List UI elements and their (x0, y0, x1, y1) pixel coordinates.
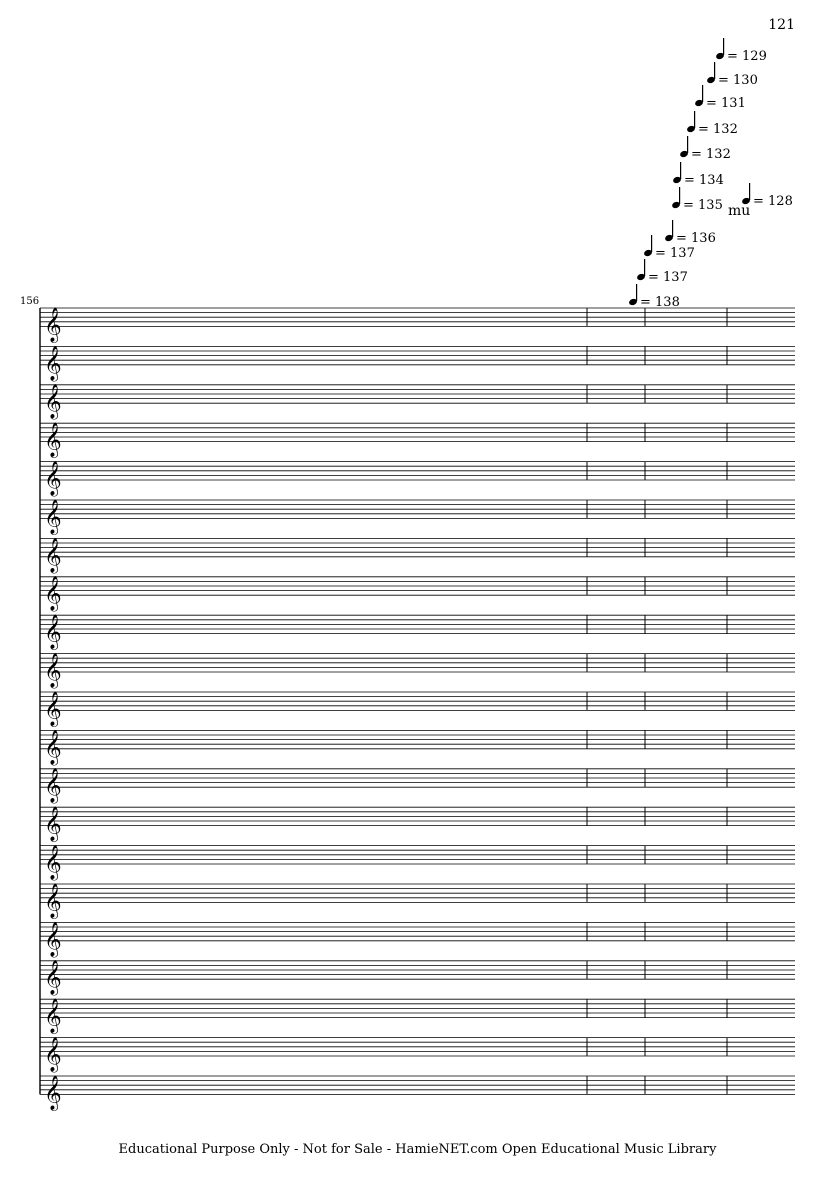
treble-clef-icon: 𝄞 (44, 768, 62, 804)
tempo-mark (706, 62, 758, 88)
staff (40, 999, 795, 1035)
treble-clef-icon: 𝄞 (44, 307, 62, 343)
staff (40, 768, 795, 804)
tempo-value: = 131 (706, 96, 746, 111)
staff (40, 346, 795, 382)
tempo-mark (672, 162, 724, 188)
tempo-mark (686, 111, 738, 137)
footer-text: Educational Purpose Only - Not for Sale - HamieNET.com Open Educational Music Library (118, 1142, 717, 1157)
treble-clef-icon: 𝄞 (44, 845, 62, 880)
staff (40, 1037, 795, 1073)
treble-clef-icon: 𝄞 (44, 422, 62, 458)
treble-clef-icon: 𝄞 (44, 1037, 62, 1072)
treble-clef-icon: 𝄞 (44, 537, 62, 573)
staff-system (40, 307, 795, 1111)
treble-clef-icon: 𝄞 (44, 883, 62, 919)
tempo-value: = 138 (640, 295, 680, 310)
tempo-mark (715, 38, 767, 64)
treble-clef-icon: 𝄞 (44, 729, 62, 765)
staff (40, 1075, 795, 1111)
annotation-text: mu (728, 203, 751, 219)
tempo-value: = 136 (676, 231, 716, 246)
treble-clef-icon: 𝄞 (44, 345, 62, 381)
treble-clef-icon: 𝄞 (44, 998, 62, 1034)
tempo-mark (679, 136, 731, 162)
staff (40, 538, 795, 574)
treble-clef-icon: 𝄞 (44, 691, 62, 727)
tempo-mark (671, 187, 723, 213)
staff (40, 615, 795, 651)
staff (40, 384, 795, 420)
treble-clef-icon: 𝄞 (44, 614, 62, 650)
tempo-value: = 132 (698, 122, 738, 137)
tempo-value: = 128 (753, 194, 793, 209)
tempo-mark (664, 220, 716, 246)
measure-number: 156 (20, 296, 40, 307)
staff (40, 576, 795, 612)
tempo-value: = 134 (684, 173, 724, 188)
treble-clef-icon: 𝄞 (44, 960, 62, 996)
page-number: 121 (768, 17, 795, 33)
staff (40, 423, 795, 459)
tempo-mark (636, 259, 688, 285)
treble-clef-icon: 𝄞 (44, 921, 62, 957)
staff (40, 730, 795, 766)
tempo-marks (628, 38, 793, 310)
treble-clef-icon: 𝄞 (44, 461, 62, 496)
staff (40, 960, 795, 996)
treble-clef-icon: 𝄞 (44, 384, 62, 420)
treble-clef-icon: 𝄞 (44, 653, 62, 688)
tempo-value: = 137 (648, 270, 688, 285)
tempo-value: = 129 (727, 49, 767, 64)
staff (40, 883, 795, 919)
tempo-mark (628, 284, 680, 310)
treble-clef-icon: 𝄞 (44, 806, 62, 842)
staff (40, 499, 795, 535)
staff (40, 307, 795, 343)
staff (40, 691, 795, 727)
staff (40, 807, 795, 843)
tempo-value: = 132 (691, 147, 731, 162)
treble-clef-icon: 𝄞 (44, 1075, 62, 1111)
tempo-value: = 137 (655, 246, 695, 261)
treble-clef-icon: 𝄞 (44, 576, 62, 612)
staff (40, 653, 795, 689)
treble-clef-icon: 𝄞 (44, 499, 62, 535)
staff (40, 461, 795, 497)
staff (40, 845, 795, 881)
tempo-value: = 130 (718, 73, 758, 88)
tempo-mark (694, 85, 746, 111)
staff (40, 922, 795, 958)
tempo-value: = 135 (683, 198, 723, 213)
